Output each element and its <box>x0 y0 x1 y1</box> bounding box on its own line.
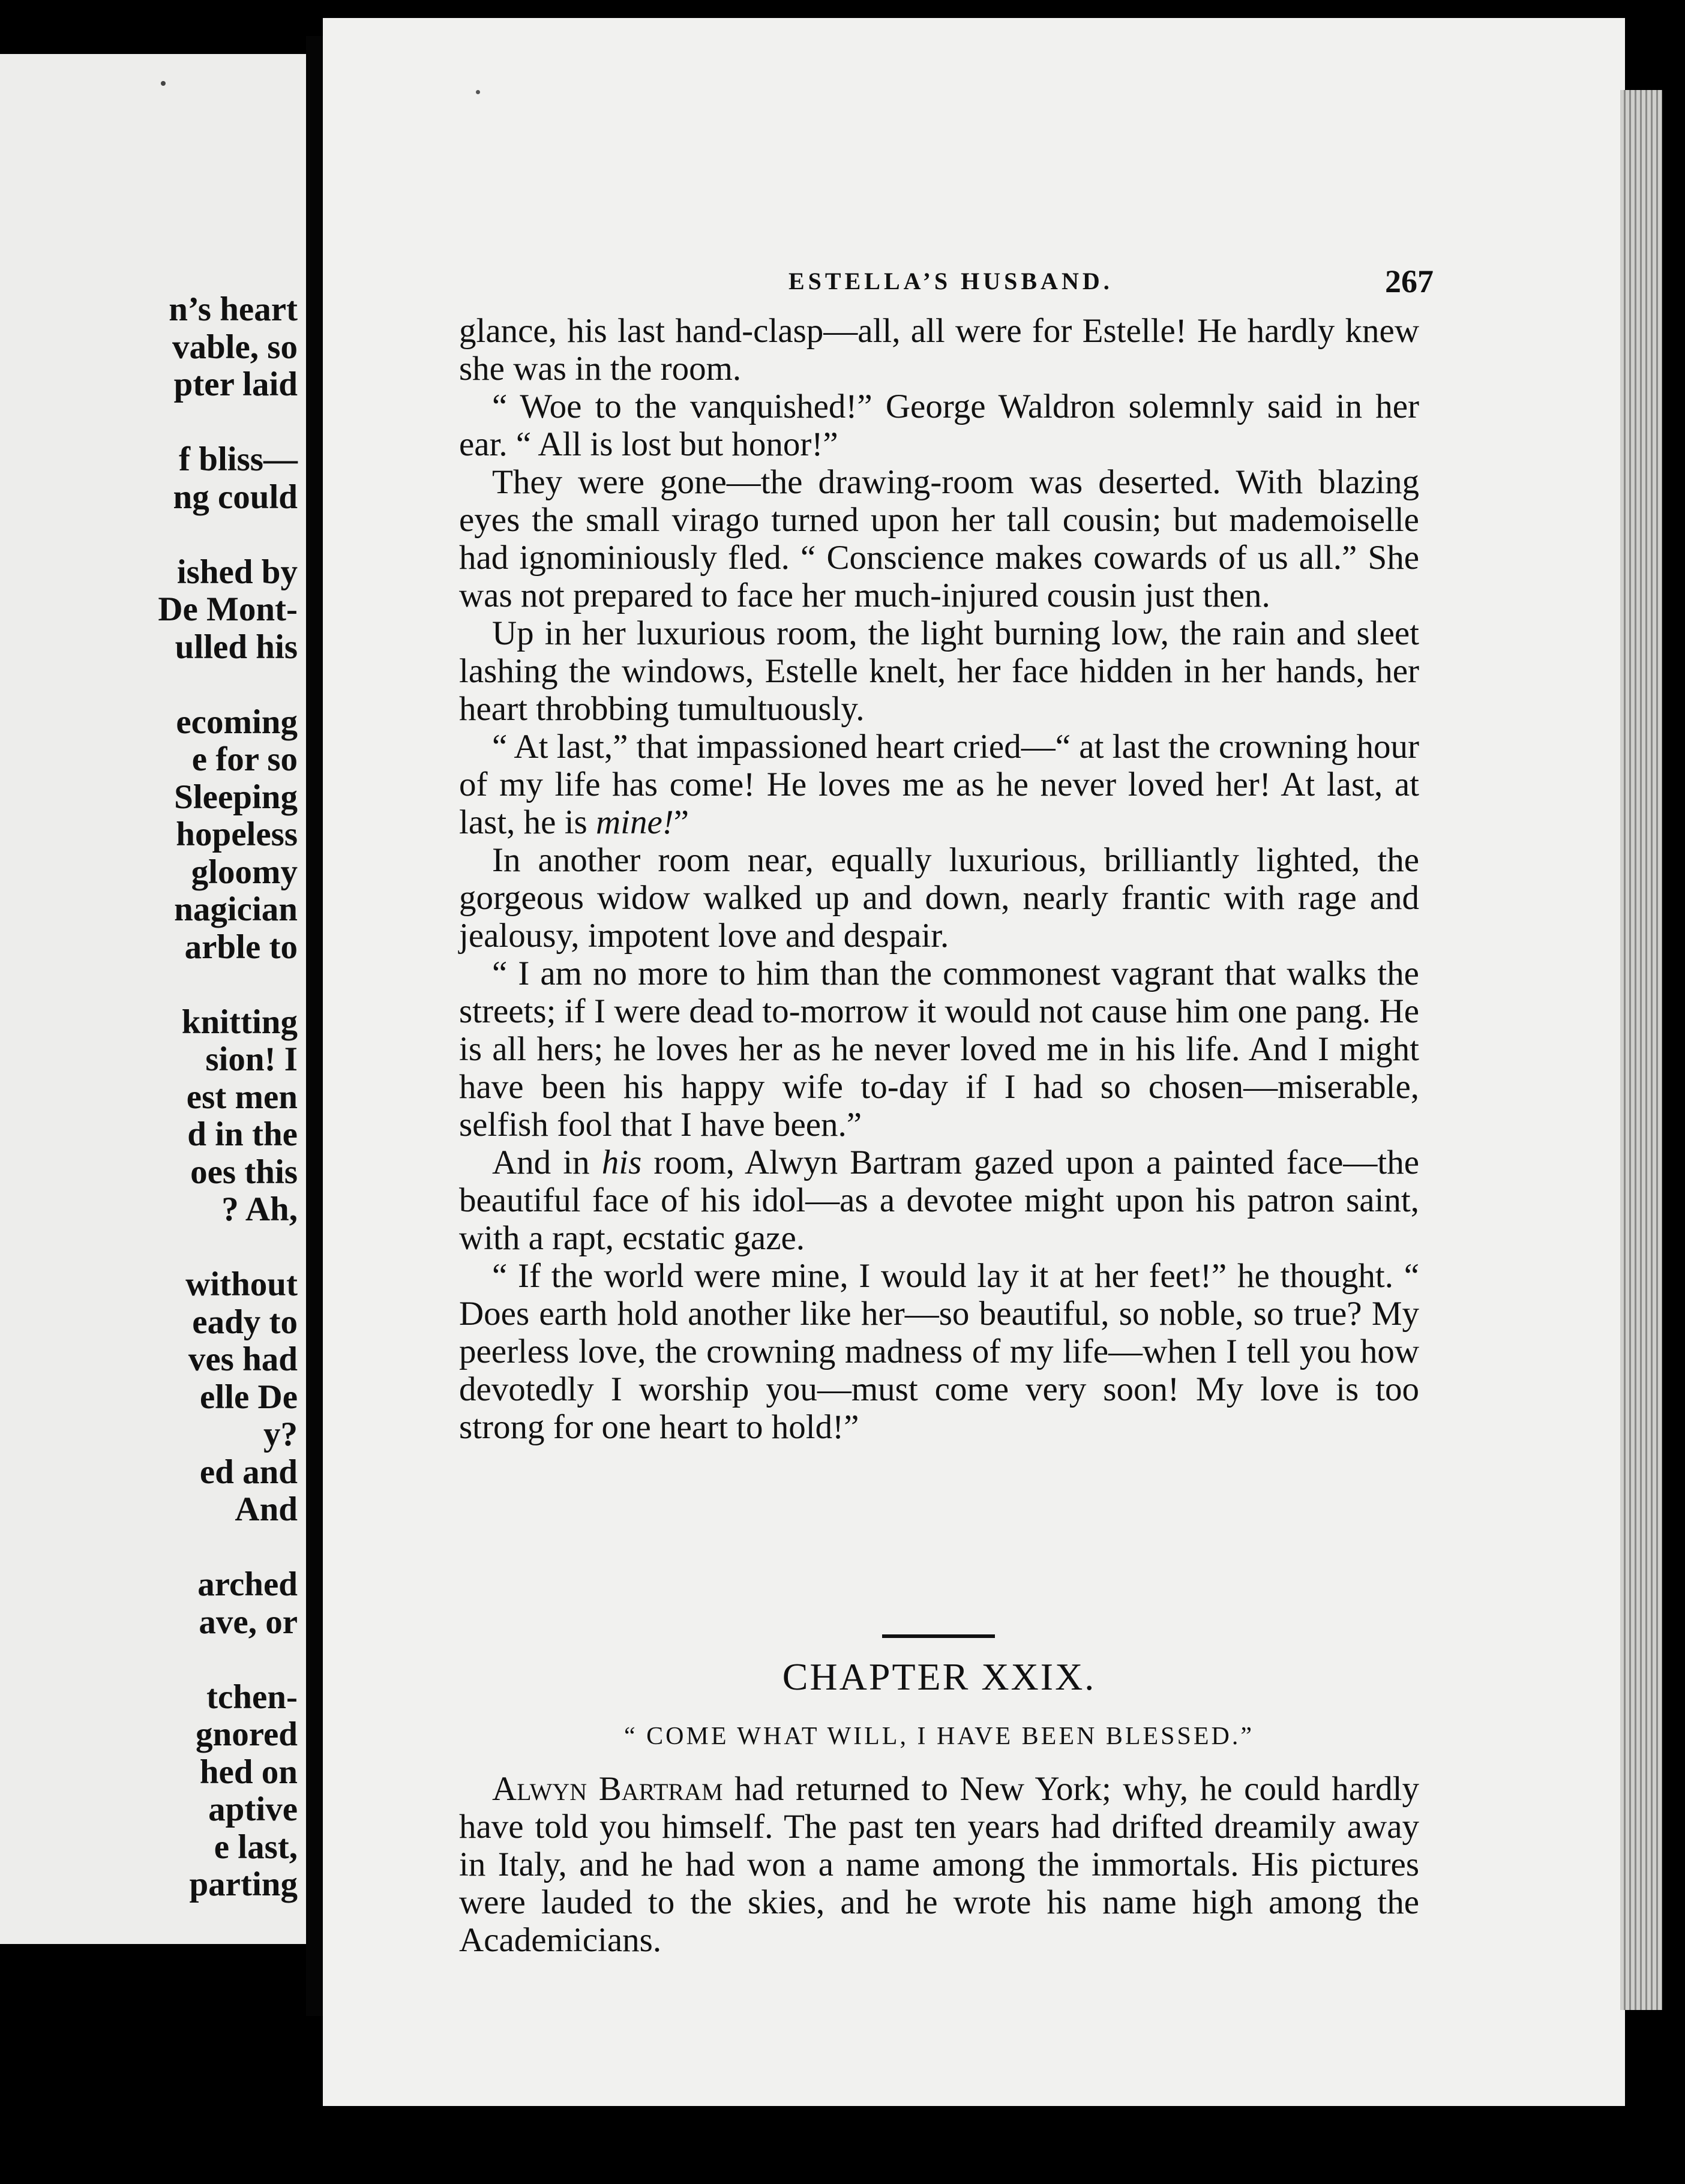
chapter-opening-text <box>459 1770 1419 1959</box>
line-fragment: And <box>235 1490 298 1528</box>
line-gap <box>0 1641 298 1679</box>
line-fragment: oes this <box>190 1153 298 1191</box>
line-gap <box>0 966 298 1004</box>
line-fragment: gloomy <box>191 853 298 891</box>
line-fragment: ecoming <box>176 703 298 741</box>
line-fragment: vable, so <box>172 328 298 366</box>
paragraph: They were gone—the drawing-room was deserted. With blazing eyes the small virago turned upon her tall cousin; but mademoiselle had ignominiously fled. “ Conscience makes cowards of us all.” She was not prepared to face her much-injured cousin just then. <box>459 463 1419 614</box>
left-page-line-fragments <box>0 291 298 1904</box>
line-fragment: y? <box>263 1415 298 1453</box>
line-fragment: ished by <box>176 553 298 591</box>
page-number: 267 <box>1385 263 1434 299</box>
chapter-subtitle: “ COME WHAT WILL, I HAVE BEEN BLESSED.” <box>624 1723 1254 1750</box>
running-title: ESTELLA’S HUSBAND. <box>788 268 1113 295</box>
paragraph <box>459 1144 1419 1257</box>
line-fragment: hopeless <box>176 815 298 853</box>
line-fragment: De Mont- <box>158 590 298 628</box>
paragraph-text: And in <box>492 1144 602 1181</box>
line-fragment: knitting <box>181 1003 298 1041</box>
section-divider <box>882 1634 995 1638</box>
line-fragment: est men <box>186 1078 298 1116</box>
line-fragment: aptive <box>208 1790 298 1828</box>
emphasis-text: his <box>601 1144 642 1181</box>
paragraph <box>459 1770 1419 1959</box>
paragraph: Up in her luxurious room, the light burning low, the rain and sleet lashing the windows, Estelle knelt, her face hidden in her hands, her heart throbbing tumultuously. <box>459 614 1419 728</box>
line-fragment: hed on <box>199 1753 298 1791</box>
paragraph <box>459 728 1419 841</box>
line-fragment: n’s heart <box>169 290 298 328</box>
line-fragment: Sleeping <box>174 778 298 816</box>
paragraph-text: had returned to New York; why, he could hardly have told you himself. The past ten years had drifted dreamily away in Italy, and he had won a name among the immortals. His pictures were lauded to the skies, and he wrote his name high among the Academicians. <box>459 1770 1420 1959</box>
line-fragment: ng could <box>173 478 298 516</box>
ink-speck <box>161 81 166 86</box>
line-fragment: without <box>185 1265 298 1303</box>
line-fragment: ves had <box>188 1340 298 1378</box>
line-fragment: ? Ah, <box>221 1190 298 1228</box>
line-fragment: ed and <box>199 1453 298 1491</box>
line-gap <box>0 666 298 704</box>
line-gap <box>0 1229 298 1267</box>
page-edges <box>1620 90 1662 2010</box>
paragraph: In another room near, equally luxurious, brilliantly lighted, the gorgeous widow walked up and down, nearly frantic with rage and jealousy, impotent love and despair. <box>459 841 1419 955</box>
line-fragment: eady to <box>192 1303 298 1341</box>
paragraph: “ If the world were mine, I would lay it at her feet!” he thought. “ Does earth hold another like her—so beautiful, so noble, so true? My peerless love, the crowning madness of my life—when I tell you how devotedly I worship you—must come very soon! My love is too strong for one heart to hold!” <box>459 1257 1419 1446</box>
line-fragment: parting <box>189 1865 298 1903</box>
paragraph: “ Woe to the vanquished!” George Waldron solemnly said in her ear. “ All is lost but honor!” <box>459 388 1419 463</box>
line-fragment: e for so <box>191 740 298 778</box>
paragraph: glance, his last hand-clasp—all, all were for Estelle! He hardly knew she was in the room. <box>459 312 1419 388</box>
paragraph-text: ” <box>673 803 689 841</box>
opening-name: Alwyn Bartram <box>492 1770 723 1808</box>
line-gap <box>0 404 298 442</box>
paragraph-text: room, Alwyn Bartram gazed upon a painted face—the beautiful face of his idol—as a devotee might upon his patron saint, with a rapt, ecstatic gaze. <box>459 1144 1420 1257</box>
line-gap <box>0 1529 298 1567</box>
right-page <box>323 18 1625 2106</box>
chapter-title: CHAPTER XXIX. <box>782 1655 1096 1698</box>
line-fragment: sion! I <box>205 1040 298 1078</box>
emphasis-text: mine! <box>595 803 674 841</box>
line-fragment: d in the <box>187 1115 298 1153</box>
line-fragment: gnored <box>196 1715 298 1753</box>
line-fragment: tchen- <box>206 1678 298 1716</box>
line-fragment: ave, or <box>199 1603 298 1641</box>
paragraph-text: “ At last,” that impassioned heart cried—“ at last the crowning hour of my life has come! He loves me as he never loved her! At last, at last, he is <box>459 728 1419 841</box>
book-gutter <box>306 36 323 2016</box>
line-fragment: elle De <box>200 1378 298 1416</box>
ink-speck <box>476 90 480 94</box>
body-text <box>459 312 1419 1446</box>
line-fragment: arble to <box>184 928 298 966</box>
line-fragment: arched <box>197 1565 298 1603</box>
line-fragment: nagician <box>174 890 298 928</box>
line-fragment: ulled his <box>175 628 298 666</box>
line-fragment: e last, <box>214 1828 298 1866</box>
paragraph: “ I am no more to him than the commonest vagrant that walks the streets; if I were dead to-morrow it would not cause him one pang. He is all hers; he loves her as he never loved me in his life. And I might have been his happy wife to-day if I had so chosen—miserable, selfish fool that I have been.” <box>459 955 1419 1144</box>
line-gap <box>0 516 298 554</box>
left-facing-page <box>0 54 306 1944</box>
line-fragment: f bliss— <box>179 440 298 478</box>
line-fragment: pter laid <box>173 365 298 403</box>
